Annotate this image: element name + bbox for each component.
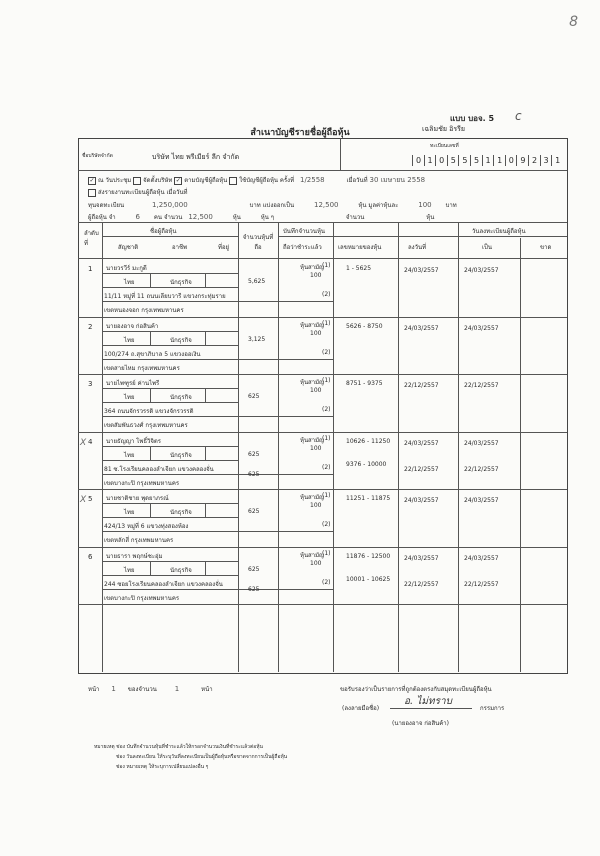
holder-occupation: นักธุรกิจ [170, 451, 192, 459]
page-no: 1 [111, 685, 116, 693]
sub-number: (1) [322, 319, 331, 327]
holder-occupation: นักธุรกิจ [170, 336, 192, 344]
holder-nationality: ไทย [124, 336, 135, 344]
holder-address-2: เขตบางกะปิ กรุงเทพมหานคร [104, 594, 180, 602]
reg-date: 24/03/2557 [404, 324, 439, 332]
share-count: 5,625 [248, 278, 266, 285]
check-icon[interactable]: ✓ [89, 176, 95, 184]
holder-address-1: 364 ถนนจักรวรรดิ แขวงจักรวรรดิ [104, 408, 194, 415]
divider [102, 359, 333, 360]
reg-no-digit: 5 [447, 155, 459, 166]
row-mark: X [80, 437, 87, 448]
sub-number: (2) [322, 463, 331, 471]
sub-number: (1) [322, 492, 331, 499]
baht-label-2: บาท [445, 202, 457, 209]
unit-end: หุ้น [426, 214, 435, 221]
col-line [520, 238, 521, 672]
holder-name: นายองอาจ ก่อสินค้า [106, 322, 159, 330]
status-date: 24/03/2557 [464, 324, 499, 332]
share-type: หุ้นสามัญ [300, 436, 325, 444]
meeting-no: 1/2558 [299, 176, 325, 184]
check-icon[interactable]: ✓ [175, 176, 181, 184]
row-number: 4 [88, 437, 93, 446]
paid-value: 100 [310, 387, 322, 394]
share-type: หุ้นสามัญ [300, 321, 325, 329]
options-line-2 [88, 187, 188, 197]
signature: อ. ไม่ทราบ [404, 696, 452, 707]
share-count: 625 [248, 508, 260, 515]
row-number: 2 [88, 322, 93, 331]
reg-no-digit: 9 [516, 155, 528, 166]
share-type: หุ้นสามัญ [300, 379, 325, 386]
share-type: หุ้นสามัญ [300, 494, 325, 501]
reg-date-2: 22/12/2557 [404, 465, 439, 473]
holder-address-2: เขตสายไหม กรุงเทพมหานคร [104, 364, 180, 372]
row-divider [78, 604, 567, 605]
signer-name: (นายองอาจ ก่อสินค้า) [392, 720, 449, 727]
capital-line [88, 200, 558, 210]
paid-value: 100 [310, 444, 322, 452]
holder-address-2: เขตหลักสี่ กรุงเทพมหานคร [104, 537, 174, 544]
reg-date: 24/03/2557 [404, 439, 439, 447]
shares-unit: หุ้น [232, 214, 241, 221]
capital-value: 1,250,000 [152, 201, 188, 209]
page-title: สำเนาบัญชีรายชื่อผู้ถือหุ้น [250, 128, 350, 138]
divider [102, 236, 238, 237]
row-mark: X [80, 495, 87, 505]
divider [205, 331, 206, 345]
paid-value: 100 [310, 329, 322, 337]
reg-date: 24/03/2557 [404, 267, 439, 274]
row-number: 5 [88, 495, 93, 503]
holder-nationality: ไทย [124, 566, 135, 574]
date-label: เมื่อวันที่ [346, 177, 368, 184]
company-label: ชื่อบริษัทจำกัด [82, 153, 113, 159]
divider [150, 561, 151, 575]
header-recorded: บันทึกจำนวนหุ้น [283, 228, 326, 235]
reg-no-digit: 3 [540, 155, 552, 166]
holder-occupation: นักธุรกิจ [170, 566, 192, 574]
page-counter [88, 684, 213, 694]
shares-unit: หุ้น มูลค่าหุ้นละ [358, 202, 399, 209]
reg-no-label: ทะเบียนเลขที่ [430, 143, 459, 149]
reg-no-digit: 1 [482, 155, 494, 166]
company-name: บริษัท ไทย พรีเมียร์ ลีก จำกัด [152, 153, 240, 161]
holder-address-1: 11/11 หมู่ที่ 11 ถนนเลียบวารี แขวงกระทุ่มราย [104, 293, 226, 300]
holder-nationality: ไทย [124, 279, 135, 286]
divider [102, 287, 238, 288]
sub-number: (2) [322, 521, 331, 528]
divider [102, 446, 238, 447]
row-divider [78, 489, 567, 490]
holder-address-1: 424/13 หมู่ที่ 6 แขวงทุ่งสองห้อง [104, 523, 189, 530]
divider [150, 446, 151, 460]
cert-number-2: 9376 - 10000 [346, 460, 387, 468]
cert-number: 10626 - 11250 [346, 437, 391, 445]
reg-no-digit: 1 [551, 155, 563, 166]
signer-name-text: นายองอาจ ก่อสินค้า [394, 720, 447, 727]
status-date: 22/12/2557 [464, 382, 499, 389]
reg-no-digit: 0 [505, 155, 517, 166]
header-being: เป็น [482, 244, 492, 251]
amount-label: จำนวน [345, 214, 365, 221]
reg-no-digit: 0 [412, 155, 424, 166]
divider [150, 273, 151, 287]
reg-date: 24/03/2557 [404, 554, 439, 562]
page-number: 8 [569, 14, 578, 30]
shares-value: 12,500 [313, 201, 339, 209]
holder-address-1: 81 ซ.โรงเรียนคลองลำเจียก แขวงคลองจั่น [104, 465, 214, 473]
pages-unit: หน้า [201, 686, 213, 693]
header-stop: ขาด [540, 244, 552, 251]
share-count: 625 [248, 393, 260, 400]
sub-number: (1) [322, 377, 331, 384]
divider [102, 561, 238, 562]
sub-number: (2) [322, 291, 331, 298]
other-label: หุ้น ๆ [260, 214, 274, 221]
paid-value: 100 [310, 559, 322, 567]
holder-nationality: ไทย [124, 394, 135, 401]
total-shares: 12,500 [188, 213, 213, 221]
divider [102, 531, 333, 532]
holder-address-2: เขตหนองจอก กรุงเทพมหานคร [104, 307, 184, 314]
reg-no-digit: 5 [470, 155, 482, 166]
holder-name: นายวรวีร์ มะกูดี [106, 265, 147, 272]
sub-number: (1) [322, 549, 331, 557]
header-reg-date: ลงวันที่ [408, 244, 427, 251]
divider [102, 517, 238, 518]
options-line [88, 175, 425, 186]
cert-number: 8751 - 9375 [346, 380, 383, 387]
divider [102, 460, 238, 461]
opt-establish: จัดตั้งบริษัท [143, 177, 173, 184]
divider [205, 503, 206, 517]
opt-use: ใช้บัญชีผู้ถือหุ้น ครั้งที่ [239, 177, 295, 184]
status-date: 24/03/2557 [464, 497, 499, 504]
divider [205, 561, 206, 575]
opt-register: ตามบัญชีผู้ถือหุ้น [184, 177, 228, 184]
divider [205, 446, 206, 460]
row-divider [78, 432, 567, 433]
capital-label: ทุนจดทะเบียน [88, 202, 125, 209]
paid-value: 100 [310, 502, 322, 509]
reg-no-digit: 1 [424, 155, 436, 166]
baht-label: บาท แบ่งออกเป็น [249, 202, 295, 209]
divider [78, 170, 567, 171]
holder-address-1: 244 ซอยโรงเรียนคลองลำเจียก แขวงคลองจั่น [104, 580, 223, 588]
cert-number: 1 - 5625 [346, 265, 372, 272]
divider [102, 331, 238, 332]
sub-number: (2) [322, 406, 331, 413]
reg-no-digit: 5 [458, 155, 470, 166]
divider [205, 273, 206, 287]
header-share-count: จำนวนหุ้นที่ถือ [242, 234, 274, 251]
form-code-mark: c [515, 109, 522, 123]
par-value: 100 [418, 201, 432, 209]
note-line: ช่อง หมายเหตุ ให้ระบุการเปลี่ยนแปลงอื่น ๆ [116, 764, 209, 770]
sub-number: (2) [322, 348, 331, 356]
certify-text: ขอรับรองว่าเป็นรายการที่ถูกต้องตรงกับสมุดทะเบียนผู้ถือหุ้น [340, 686, 492, 693]
sign-line [390, 708, 472, 709]
divider [150, 388, 151, 402]
reg-date-2: 22/12/2557 [404, 580, 439, 588]
divider [102, 503, 238, 504]
header-holder: ชื่อผู้ถือหุ้น [150, 228, 177, 235]
reg-category: เฉลิมชัย อิรรีย [422, 125, 465, 133]
radio-icon[interactable] [133, 177, 141, 185]
header-occupation: อาชีพ [172, 244, 187, 251]
sub-number: (2) [322, 578, 331, 586]
share-count-2: 625 [248, 585, 260, 593]
cert-number-2: 10001 - 10625 [346, 575, 391, 583]
holders-count: 6 [135, 213, 140, 221]
holder-address-1: 100/274 ถ.สุขาภิบาล 5 แขวงออเงิน [104, 350, 201, 358]
divider [102, 301, 333, 302]
status-date-2: 22/12/2557 [464, 465, 499, 473]
divider [340, 138, 341, 170]
holder-nationality: ไทย [124, 451, 135, 459]
total-pages: 1 [174, 685, 180, 693]
cert-number: 11876 - 12500 [346, 552, 391, 560]
divider [102, 273, 238, 274]
holder-occupation: นักธุรกิจ [170, 509, 192, 516]
share-type: หุ้นสามัญ [300, 264, 325, 271]
reg-date: 24/03/2557 [404, 497, 439, 504]
header-order: ลำดับ ที่ [84, 230, 99, 247]
divider [150, 503, 151, 517]
header-address: ที่อยู่ [218, 244, 230, 251]
header-paid: ถือว่าชำระแล้ว [283, 244, 322, 251]
form-code: แบบ บอจ. 5 [450, 114, 495, 123]
divider [78, 222, 567, 223]
divider [102, 589, 333, 590]
reg-date: 22/12/2557 [404, 382, 439, 389]
holders-label: ผู้ถือหุ้น จำ [88, 214, 116, 221]
holder-nationality: ไทย [124, 509, 135, 516]
paid-value: 100 [310, 272, 322, 279]
divider [150, 331, 151, 345]
divider [102, 345, 238, 346]
row-number: 1 [88, 265, 93, 273]
status-date: 24/03/2557 [464, 439, 499, 447]
of-label: ของจำนวน [127, 686, 157, 693]
status-date-2: 22/12/2557 [464, 580, 499, 588]
divider [78, 258, 567, 259]
checkbox-icon[interactable] [88, 189, 96, 197]
row-number: 6 [88, 552, 93, 561]
share-count: 625 [248, 450, 260, 458]
sub-number: (1) [322, 262, 331, 269]
holder-name: นายชาติชาย พุดยาภรณ์ [106, 495, 169, 502]
divider [102, 402, 238, 403]
opt-meeting: ณ วันประชุม [98, 177, 132, 184]
row-divider [78, 374, 567, 375]
holder-occupation: นักธุรกิจ [170, 394, 192, 401]
divider [205, 388, 206, 402]
reg-no-digit: 0 [435, 155, 447, 166]
director-label: กรรมการ [480, 705, 505, 712]
header-nationality: สัญชาติ [118, 244, 139, 251]
header-status-date: วันลงทะเบียนผู้ถือหุ้น [472, 228, 526, 235]
meeting-date: 30 เมษายน 2558 [369, 176, 426, 184]
divider [102, 575, 238, 576]
note-line: ช่อง วันลงทะเบียน ให้ระบุวันที่ลงทะเบียนเป็นผู้ถือหุ้นหรือขาดจากการเป็นผู้ถือหุ้น [116, 754, 288, 760]
people-unit: คน จำนวน [153, 214, 183, 221]
cert-number: 5626 - 8750 [346, 322, 383, 330]
reg-no-digit: 2 [528, 155, 540, 166]
status-date: 24/03/2557 [464, 267, 499, 274]
header-cert-no: เลขหมายของหุ้น [338, 244, 382, 251]
reg-no-digit: 1 [493, 155, 505, 166]
divider [102, 416, 333, 417]
page-label: หน้า [88, 686, 100, 693]
sub-number: (1) [322, 434, 331, 442]
note-line: หมายเหตุ ช่อง บันทึกจำนวนหุ้นที่ชำระแล้วให้กรอกจำนวนเงินที่ชำระแล้วต่อหุ้น [94, 744, 263, 750]
divider [102, 474, 333, 475]
share-count-2: 625 [248, 470, 260, 478]
holder-address-2: เขตสัมพันธวงศ์ กรุงเทพมหานคร [104, 422, 188, 429]
share-count: 625 [248, 565, 260, 573]
share-count: 3,125 [248, 335, 266, 343]
holder-occupation: นักธุรกิจ [170, 279, 192, 286]
notes [94, 742, 287, 772]
sign-label: (ลงลายมือชื่อ) [342, 705, 380, 712]
row-divider [78, 547, 567, 548]
cert-number: 11251 - 11875 [346, 495, 391, 502]
holder-name: นายธัญญา โพธิ์วิจิตร [106, 437, 161, 445]
radio-icon[interactable] [229, 177, 237, 185]
holders-line [88, 212, 558, 222]
opt-report: ส่งรายงานทะเบียนผู้ถือหุ้น เมื่อวันที่ [98, 189, 188, 196]
holder-name: นายไพฑูรย์ ค่านไพรี [106, 380, 160, 387]
divider [102, 388, 238, 389]
holder-address-2: เขตบางกะปิ กรุงเทพมหานคร [104, 479, 180, 487]
row-divider [78, 317, 567, 318]
status-date: 24/03/2557 [464, 554, 499, 562]
share-type: หุ้นสามัญ [300, 551, 325, 559]
row-number: 3 [88, 380, 93, 388]
divider [278, 236, 567, 237]
holder-name: นายธารา พฤกษ์ชะอุ่ม [106, 552, 163, 560]
